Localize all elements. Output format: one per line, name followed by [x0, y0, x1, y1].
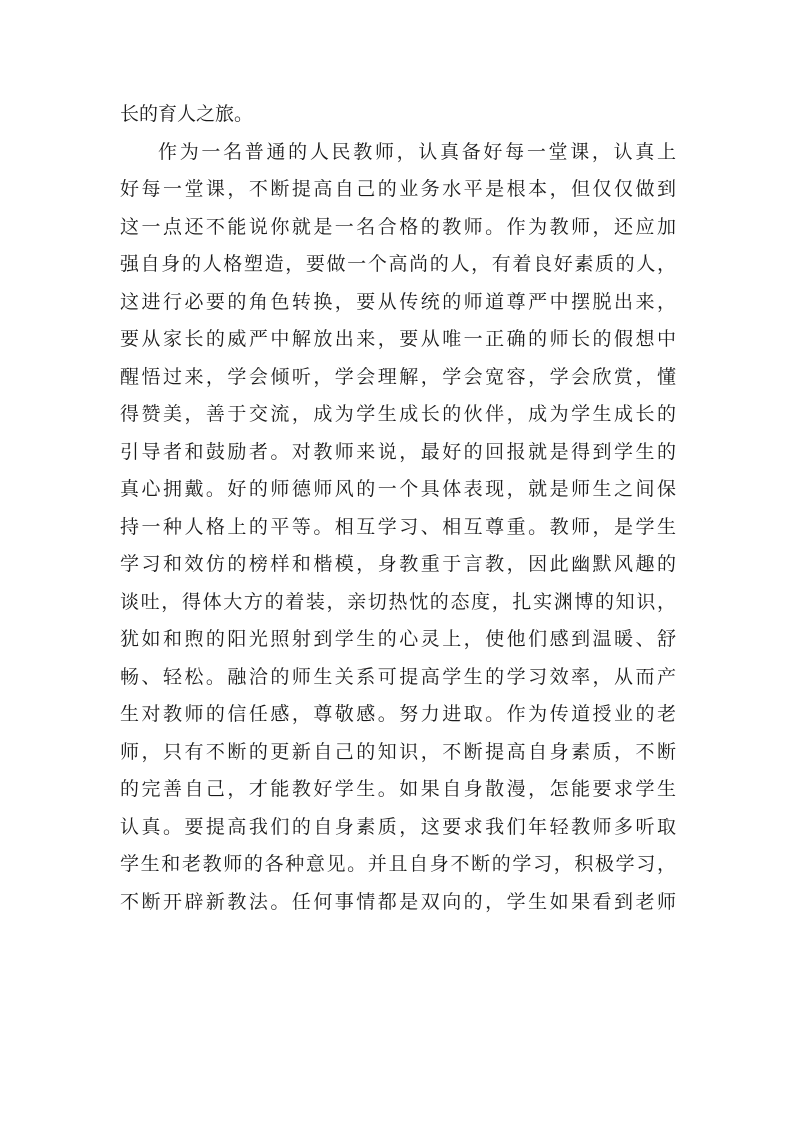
text-line: 谈吐，得体大方的着装，亲切热忱的态度，扎实渊博的知识， — [120, 590, 676, 613]
text-line: 得赞美，善于交流，成为学生成长的伙伴，成为学生成长的 — [120, 403, 676, 425]
text-line: 犹如和煦的阳光照射到学生的心灵上，使他们感到温暖、舒 — [120, 628, 676, 650]
text-line: 醒悟过来，学会倾听，学会理解，学会宽容，学会欣赏，懂 — [120, 365, 676, 388]
text-line: 这进行必要的角色转换，要从传统的师道尊严中摆脱出来， — [120, 290, 676, 313]
text-line: 强自身的人格塑造，要做一个高尚的人，有着良好素质的人， — [120, 253, 676, 275]
text-line: 长的育人之旅。 — [120, 103, 254, 125]
text-line: 要从家长的威严中解放出来，要从唯一正确的师长的假想中 — [120, 328, 676, 350]
text-line: 真心拥戴。好的师德师风的一个具体表现，就是师生之间保 — [120, 478, 676, 500]
text-line: 好每一堂课，不断提高自己的业务水平是根本，但仅仅做到 — [120, 178, 676, 200]
text-line: 作为一名普通的人民教师，认真备好每一堂课，认真上 — [158, 140, 676, 163]
text-line: 学生和老教师的各种意见。并且自身不断的学习，积极学习， — [120, 853, 676, 875]
text-line: 畅、轻松。融洽的师生关系可提高学生的学习效率，从而产 — [120, 665, 676, 688]
text-line: 持一种人格上的平等。相互学习、相互尊重。教师，是学生 — [120, 515, 676, 538]
text-line: 这一点还不能说你就是一名合格的教师。作为教师，还应加 — [120, 215, 676, 238]
document-body — [120, 96, 676, 921]
text-line: 认真。要提高我们的自身素质，这要求我们年轻教师多听取 — [120, 815, 676, 838]
text-line: 的完善自己，才能教好学生。如果自身散漫，怎能要求学生 — [120, 778, 676, 800]
text-line: 引导者和鼓励者。对教师来说，最好的回报就是得到学生的 — [120, 440, 676, 463]
text-line: 不断开辟新教法。任何事情都是双向的，学生如果看到老师 — [120, 890, 676, 913]
text-line: 学习和效仿的榜样和楷模，身教重于言教，因此幽默风趣的 — [120, 553, 676, 575]
text-line: 生对教师的信任感，尊敬感。努力进取。作为传道授业的老 — [120, 703, 676, 725]
text-line: 师，只有不断的更新自己的知识，不断提高自身素质，不断 — [120, 740, 676, 763]
